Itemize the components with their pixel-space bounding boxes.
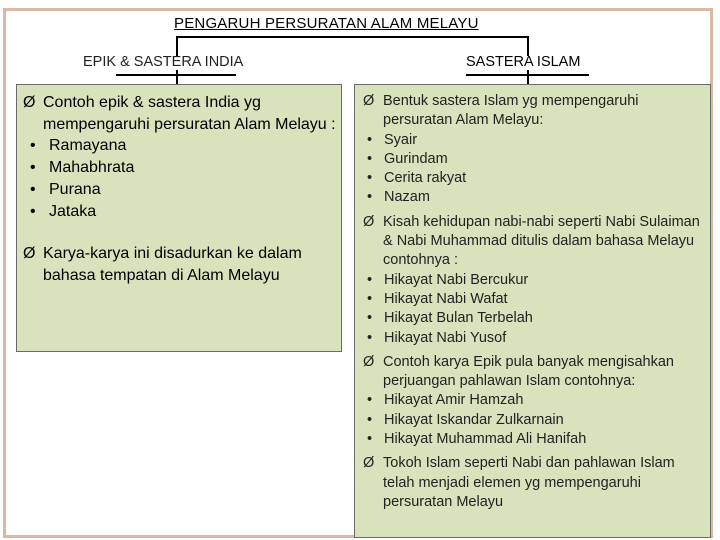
list-item: • Hikayat Bulan Terbelah <box>363 309 709 328</box>
bullet-icon: • <box>367 131 373 148</box>
bullet-icon: • <box>367 290 373 307</box>
heading-sastera-islam: SASTERA ISLAM <box>466 54 581 70</box>
connector-vertical-top-right <box>527 36 529 56</box>
list-item: • Cerita rakyat <box>363 169 709 188</box>
heading-epik-sastera-india: EPIK & SASTERA INDIA <box>83 54 244 70</box>
left-note-text: Karya-karya ini disadurkan ke dalam bahasa tempatan di Alam Melayu <box>43 245 302 284</box>
list-item: • Hikayat Iskandar Zulkarnain <box>363 411 709 430</box>
left-intro-text: Contoh epik & sastera India yg mempengaruhi persuratan Alam Melayu : <box>43 94 336 133</box>
left-note <box>23 243 339 286</box>
left-list <box>23 135 339 222</box>
list-item: • Hikayat Nabi Wafat <box>363 290 709 309</box>
heading-underline-right <box>466 74 589 76</box>
list-item: • Nazam <box>363 188 709 207</box>
bullet-icon: • <box>367 271 373 288</box>
arrow-bullet-icon: Ø <box>363 213 375 230</box>
bullet-icon: • <box>367 431 373 448</box>
list-item: • Hikayat Nabi Yusof <box>363 329 709 348</box>
arrow-bullet-icon: Ø <box>23 94 36 111</box>
connector-vertical-top-left <box>176 36 178 56</box>
arrow-bullet-icon: Ø <box>363 353 375 370</box>
list-item: • Gurindam <box>363 150 709 169</box>
list-item: • Hikayat Muhammad Ali Hanifah <box>363 430 709 449</box>
diagram-title: PENGARUH PERSURATAN ALAM MELAYU <box>174 15 479 32</box>
connector-vertical-left-mid <box>176 70 178 84</box>
right-group-1-list <box>363 131 709 208</box>
list-item: • Hikayat Nabi Bercukur <box>363 271 709 290</box>
bullet-icon: • <box>367 189 373 206</box>
right-group-4-intro: Ø Tokoh Islam seperti Nabi dan pahlawan Islam telah menjadi elemen yg mempengaruhi persuratan Melayu <box>363 455 675 510</box>
box-epik-sastera-india <box>16 84 342 352</box>
bullet-icon: • <box>367 310 373 327</box>
list-item: • Hikayat Amir Hamzah <box>363 391 709 410</box>
box-sastera-islam <box>354 84 711 538</box>
left-intro <box>23 92 339 135</box>
right-group-2-list <box>363 271 709 348</box>
connector-vertical-right-mid <box>527 70 529 84</box>
bullet-icon: • <box>367 392 373 409</box>
bullet-icon: • <box>30 202 36 220</box>
bullet-icon: • <box>367 329 373 346</box>
arrow-bullet-icon: Ø <box>363 455 375 472</box>
arrow-bullet-icon: Ø <box>23 245 36 263</box>
list-item: • Purana <box>23 179 339 201</box>
list-item: • Jataka <box>23 201 339 223</box>
bullet-icon: • <box>30 159 36 177</box>
bullet-icon: • <box>367 170 373 187</box>
right-group-2-intro: Ø Kisah kehidupan nabi-nabi seperti Nabi Sulaiman & Nabi Muhammad ditulis dalam bahasa Melayu contohnya : <box>363 213 700 269</box>
heading-underline-left <box>116 74 236 76</box>
bullet-icon: • <box>367 150 373 167</box>
bullet-icon: • <box>30 137 36 155</box>
list-item: • Mahabhrata <box>23 157 339 179</box>
right-group-3-list <box>363 391 709 449</box>
bullet-icon: • <box>367 411 373 428</box>
right-group-3-intro: Ø Contoh karya Epik pula banyak mengisahkan perjuangan pahlawan Islam contohnya: <box>363 353 674 390</box>
bullet-icon: • <box>30 180 36 198</box>
connector-horizontal <box>176 36 529 38</box>
arrow-bullet-icon: Ø <box>363 93 375 109</box>
list-item: • Syair <box>363 131 709 150</box>
list-item: • Ramayana <box>23 135 339 157</box>
right-group-1-intro: Ø Bentuk sastera Islam yg mempengaruhi persuratan Alam Melayu: <box>363 93 639 129</box>
